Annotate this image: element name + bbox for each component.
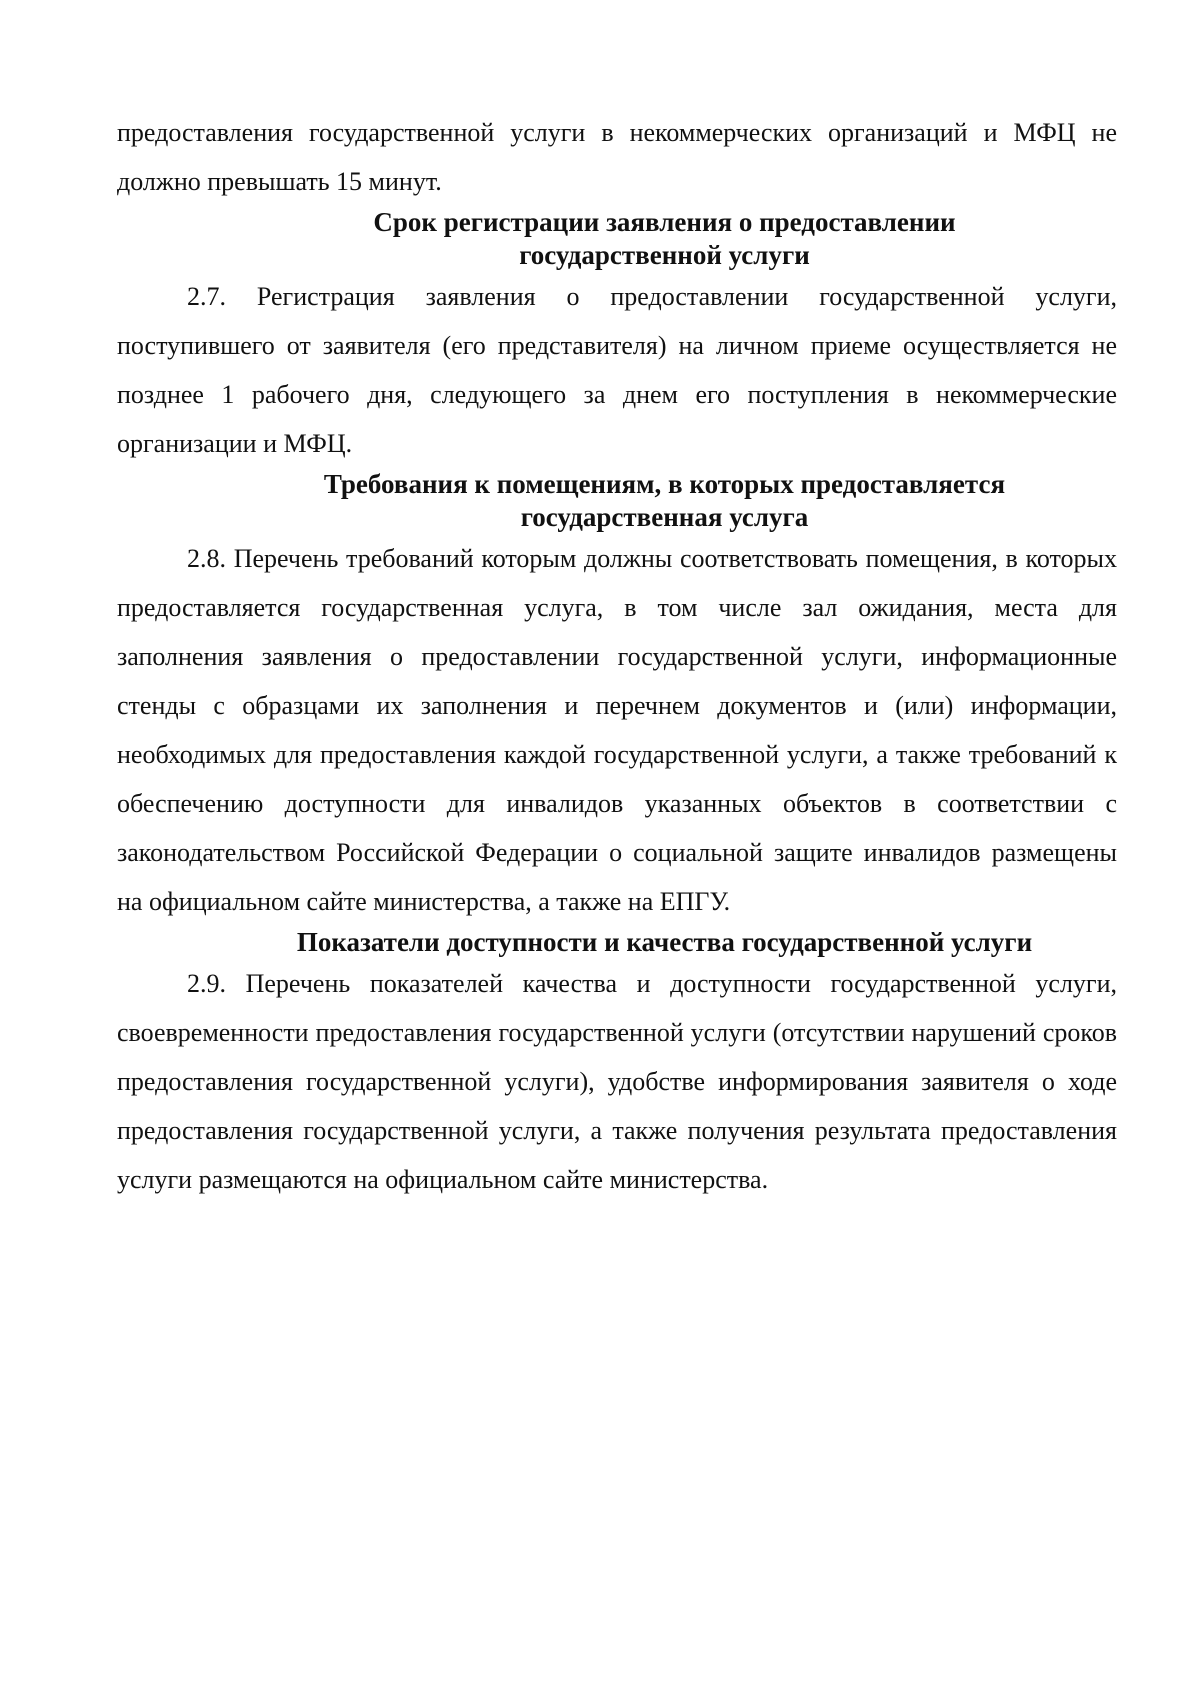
paragraph-2-8: 2.8. Перечень требований которым должны соответствовать помещения, в которых предоставляется государственная услуга, в том числе зал ожидания, места для заполнения заявления о предоставлении государственной услуги, информационные стенды с образцами их заполнения и перечнем документов и (или) информации, необходимых для предоставления каждой государственной услуги, а также требований к обеспечению доступности для инвалидов указанных объектов в соответствии с законодательством Российской Федерации о социальной защите инвалидов размещены на официальном сайте министерства, а также на ЕПГУ.	[117, 544, 1117, 916]
document-body	[117, 108, 1117, 1204]
heading-line: Требования к помещениям, в которых предоставляется	[323, 469, 1006, 499]
paragraph-2-7: 2.7. Регистрация заявления о предоставлении государственной услуги, поступившего от заявителя (его представителя) на личном приеме осуществляется не позднее 1 рабочего дня, следующего за днем его поступления в некоммерческие организации и МФЦ.	[117, 282, 1117, 458]
section-heading-premises	[117, 468, 1117, 534]
heading-line: государственная услуга	[520, 502, 809, 532]
section-heading-registration	[117, 206, 1117, 272]
heading-line: Показатели доступности и качества государственной услуги	[296, 927, 1033, 957]
heading-line: государственной услуги	[519, 240, 810, 270]
section-heading-quality	[117, 926, 1117, 959]
intro-paragraph: предоставления государственной услуги в некоммерческих организаций и МФЦ не должно превышать 15 минут.	[117, 118, 1117, 196]
heading-line: Срок регистрации заявления о предоставлении	[373, 207, 956, 237]
paragraph-2-9: 2.9. Перечень показателей качества и доступности государственной услуги, своевременности предоставления государственной услуги (отсутствии нарушений сроков предоставления государственной услуги), удобстве информирования заявителя о ходе предоставления государственной услуги, а также получения результата предоставления услуги размещаются на официальном сайте министерства.	[117, 969, 1117, 1194]
